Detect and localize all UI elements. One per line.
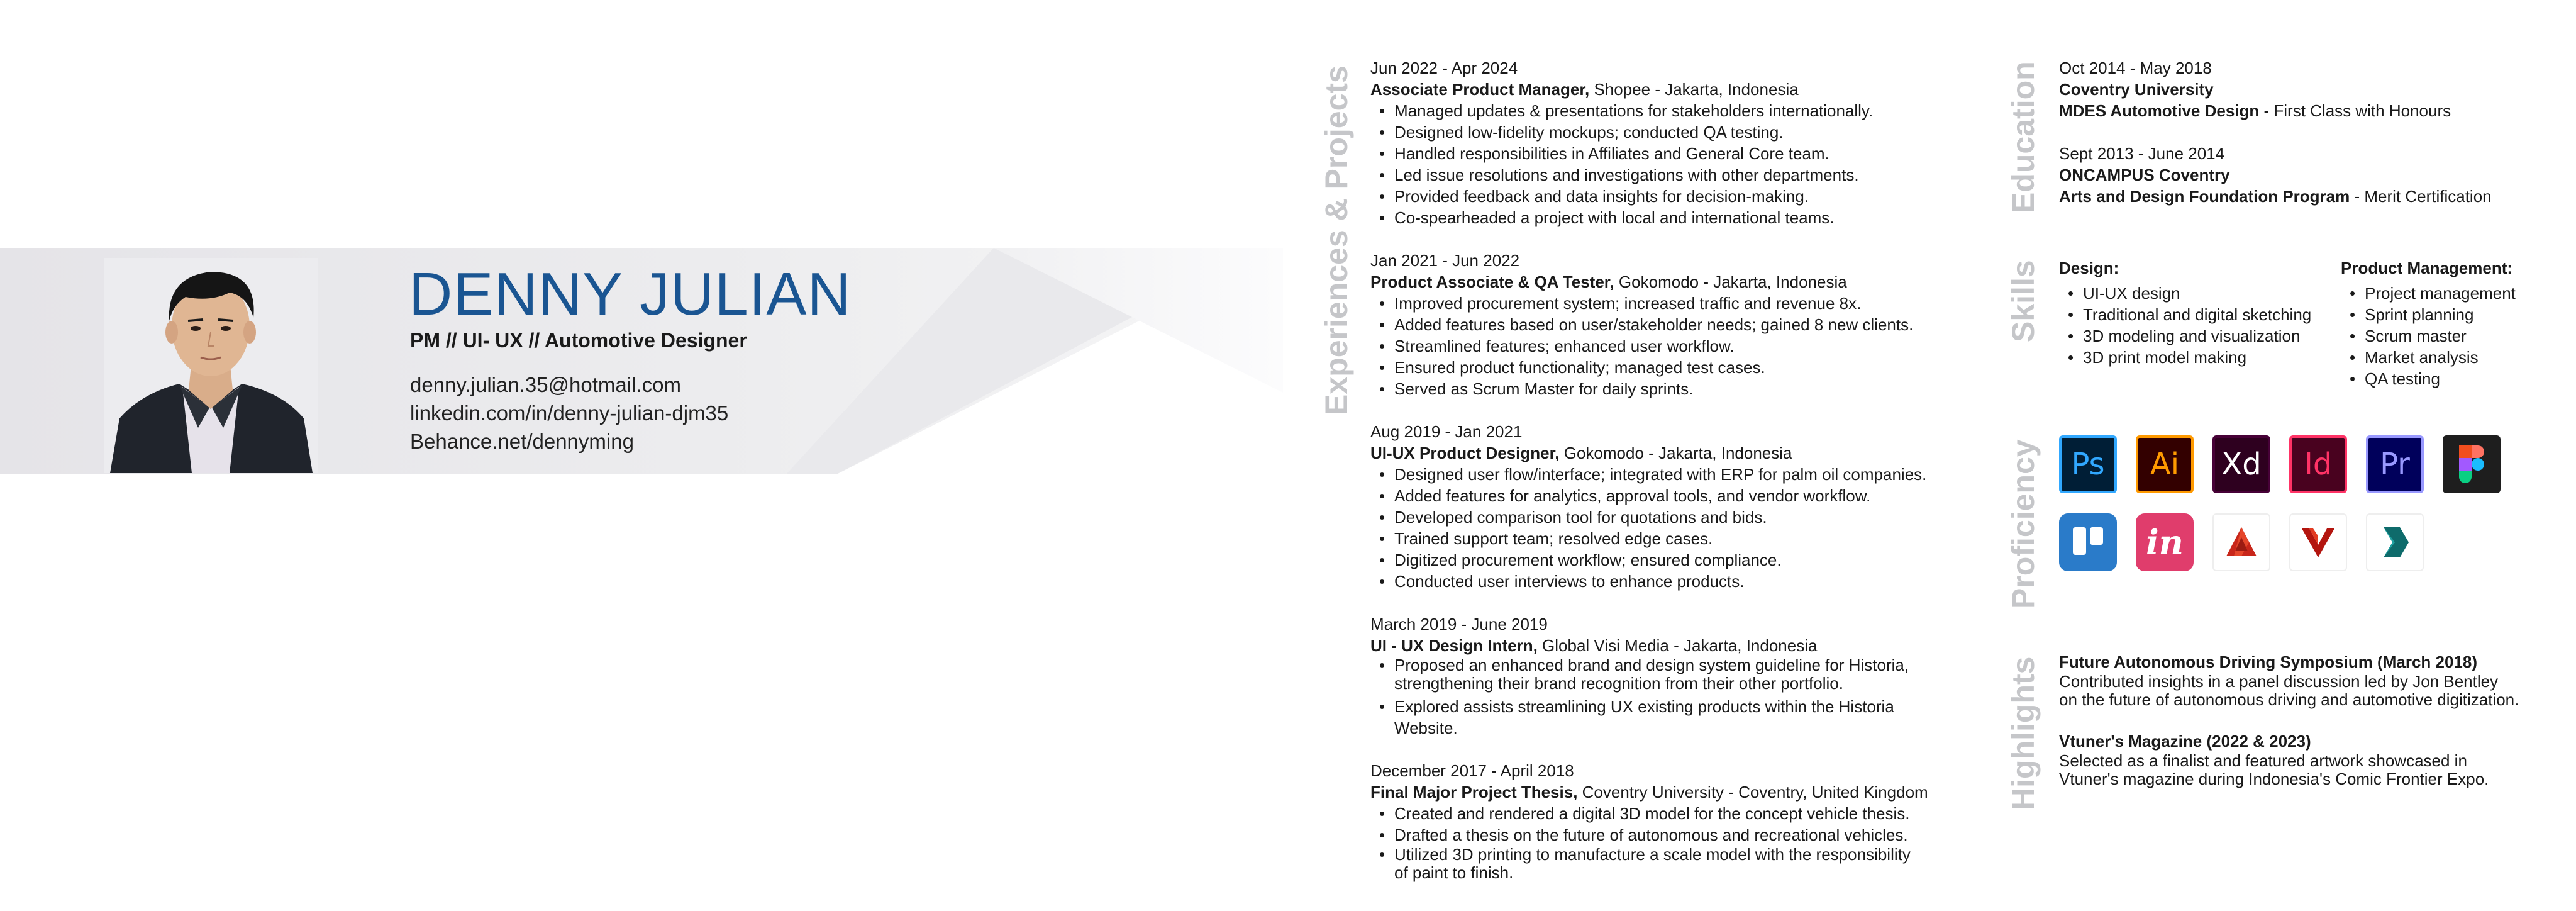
vred-icon — [2289, 513, 2347, 571]
list-item: • Trained support team; resolved edge cases. — [1370, 528, 1949, 549]
list-item: • Scrum master — [2341, 325, 2555, 347]
alias-icon — [2366, 513, 2424, 571]
highlight-text: Selected as a finalist and featured artwork showcased in — [2059, 751, 2467, 770]
education-degree: MDES Automotive Design - First Class with Honours — [2059, 101, 2451, 120]
list-item: • Sprint planning — [2341, 304, 2555, 325]
candidate-name: DENNY JULIAN — [409, 260, 852, 328]
highlights-section — [2059, 651, 2550, 788]
contact-email[interactable]: denny.julian.35@hotmail.com — [410, 373, 681, 396]
education-date: Oct 2014 - May 2018 — [2059, 59, 2212, 77]
experience-section — [1370, 57, 1949, 907]
education-section — [2059, 57, 2512, 207]
skills-pm-list — [2341, 282, 2555, 389]
list-item: • Improved procurement system; increased traffic and revenue 8x. — [1370, 293, 1949, 314]
list-item: • Utilized 3D printing to manufacture a scale model with the responsibility of paint to finish. — [1370, 846, 1924, 885]
experience-entry — [1370, 613, 1949, 739]
experience-date: Jan 2021 - Jun 2022 — [1370, 251, 1520, 270]
experience-date: Jun 2022 - Apr 2024 — [1370, 59, 1518, 77]
education-school: Coventry University — [2059, 80, 2214, 99]
list-item: • Provided feedback and data insights for decision-making. — [1370, 186, 1949, 207]
list-item: • Digitized procurement workflow; ensured compliance. — [1370, 549, 1949, 571]
education-entry — [2059, 143, 2512, 207]
list-item: • QA testing — [2341, 368, 2555, 389]
list-item: • Traditional and digital sketching — [2059, 304, 2323, 325]
experience-role: Product Associate & QA Tester, Gokomodo - Jakarta, Indonesia — [1370, 272, 1847, 291]
skills-design-heading: Design: — [2059, 259, 2119, 277]
list-item: • Streamlined features; enhanced user workflow. — [1370, 335, 1949, 357]
list-item: • Proposed an enhanced brand and design system guideline for Historia, strengthening their brand recognition from their other portfolio. — [1370, 656, 1924, 696]
trello-icon — [2059, 513, 2117, 571]
highlights-heading: Highlights — [2006, 656, 2041, 810]
education-date: Sept 2013 - June 2014 — [2059, 144, 2225, 163]
list-item: • Added features for analytics, approval tools, and vendor workflow. — [1370, 485, 1949, 506]
skills-pm — [2341, 257, 2555, 389]
list-item: • Designed user flow/interface; integrated with ERP for palm oil companies. — [1370, 464, 1949, 485]
list-item: • Market analysis — [2341, 347, 2555, 368]
experience-role: Final Major Project Thesis, Coventry University - Coventry, United Kingdom — [1370, 783, 1928, 802]
experience-bullets — [1370, 656, 1924, 739]
list-item: • Explored assists streamlining UX existing products within the Historia Website. — [1370, 696, 1924, 739]
skills-design-list — [2059, 282, 2323, 368]
illustrator-icon: Ai — [2136, 435, 2194, 493]
experience-bullets — [1370, 100, 1949, 228]
experience-entry — [1370, 250, 1949, 400]
highlight-title: Vtuner's Magazine (2022 & 2023) — [2059, 732, 2311, 751]
xd-icon: Xd — [2212, 435, 2270, 493]
figma-icon — [2443, 435, 2501, 493]
photoshop-icon: Ps — [2059, 435, 2117, 493]
list-item: • Served as Scrum Master for daily sprints. — [1370, 378, 1949, 400]
list-item: • Conducted user interviews to enhance products. — [1370, 571, 1949, 592]
list-item: • Project management — [2341, 282, 2555, 304]
contact-behance[interactable]: Behance.net/dennyming — [410, 430, 634, 453]
experience-bullets — [1370, 803, 1924, 885]
list-item: • 3D modeling and visualization — [2059, 325, 2323, 347]
indesign-icon: Id — [2289, 435, 2347, 493]
experience-date: Aug 2019 - Jan 2021 — [1370, 422, 1523, 441]
experience-entry — [1370, 760, 1949, 885]
skills-pm-heading: Product Management: — [2341, 259, 2513, 277]
education-heading: Education — [2006, 61, 2041, 213]
experience-heading: Experiences & Projects — [1319, 65, 1354, 415]
list-item: • Handled responsibilities in Affiliates and General Core team. — [1370, 143, 1949, 164]
skills-heading: Skills — [2006, 260, 2041, 342]
experience-role: UI - UX Design Intern, Global Visi Media - Jakarta, Indonesia — [1370, 636, 1818, 655]
experience-role: UI-UX Product Designer, Gokomodo - Jakarta, Indonesia — [1370, 444, 1792, 462]
highlight-text: on the future of autonomous driving and automotive digitization. — [2059, 690, 2519, 709]
highlight-text: Contributed insights in a panel discussion led by Jon Bentley — [2059, 672, 2499, 691]
contact-linkedin[interactable]: linkedin.com/in/denny-julian-djm35 — [410, 401, 729, 425]
list-item: • Designed low-fidelity mockups; conducted QA testing. — [1370, 121, 1949, 143]
highlight-item — [2059, 730, 2550, 788]
list-item: • Managed updates & presentations for stakeholders internationally. — [1370, 100, 1949, 121]
experience-bullets — [1370, 293, 1949, 400]
highlight-title: Future Autonomous Driving Symposium (March 2018) — [2059, 652, 2478, 671]
list-item: • UI-UX design — [2059, 282, 2323, 304]
list-item: • Drafted a thesis on the future of autonomous and recreational vehicles. — [1370, 824, 1924, 846]
list-item: • Led issue resolutions and investigations with other departments. — [1370, 164, 1949, 186]
list-item: • Developed comparison tool for quotations and bids. — [1370, 506, 1949, 528]
education-degree: Arts and Design Foundation Program - Merit Certification — [2059, 187, 2492, 206]
premiere-icon: Pr — [2366, 435, 2424, 493]
experience-bullets — [1370, 464, 1949, 592]
skills-design — [2059, 257, 2323, 368]
profile-photo — [104, 258, 318, 473]
experience-date: March 2019 - June 2019 — [1370, 615, 1548, 634]
experience-role: Associate Product Manager, Shopee - Jakarta, Indonesia — [1370, 80, 1799, 99]
list-item: • 3D print model making — [2059, 347, 2323, 368]
list-item: • Co-spearheaded a project with local and international teams. — [1370, 207, 1949, 228]
invision-icon: in — [2136, 513, 2194, 571]
list-item: • Ensured product functionality; managed test cases. — [1370, 357, 1949, 378]
experience-entry — [1370, 421, 1949, 592]
education-school: ONCAMPUS Coventry — [2059, 165, 2230, 184]
highlight-text: Vtuner's magazine during Indonesia's Comic Frontier Expo. — [2059, 769, 2489, 788]
autocad-icon — [2212, 513, 2270, 571]
list-item: • Added features based on user/stakeholder needs; gained 8 new clients. — [1370, 314, 1949, 335]
proficiency-heading: Proficiency — [2006, 439, 2041, 609]
highlight-item — [2059, 651, 2550, 709]
list-item: • Created and rendered a digital 3D model for the concept vehicle thesis. — [1370, 803, 1924, 824]
candidate-tagline: PM // UI- UX // Automotive Designer — [410, 329, 747, 352]
experience-date: December 2017 - April 2018 — [1370, 761, 1574, 780]
experience-entry — [1370, 57, 1949, 228]
education-entry — [2059, 57, 2512, 121]
